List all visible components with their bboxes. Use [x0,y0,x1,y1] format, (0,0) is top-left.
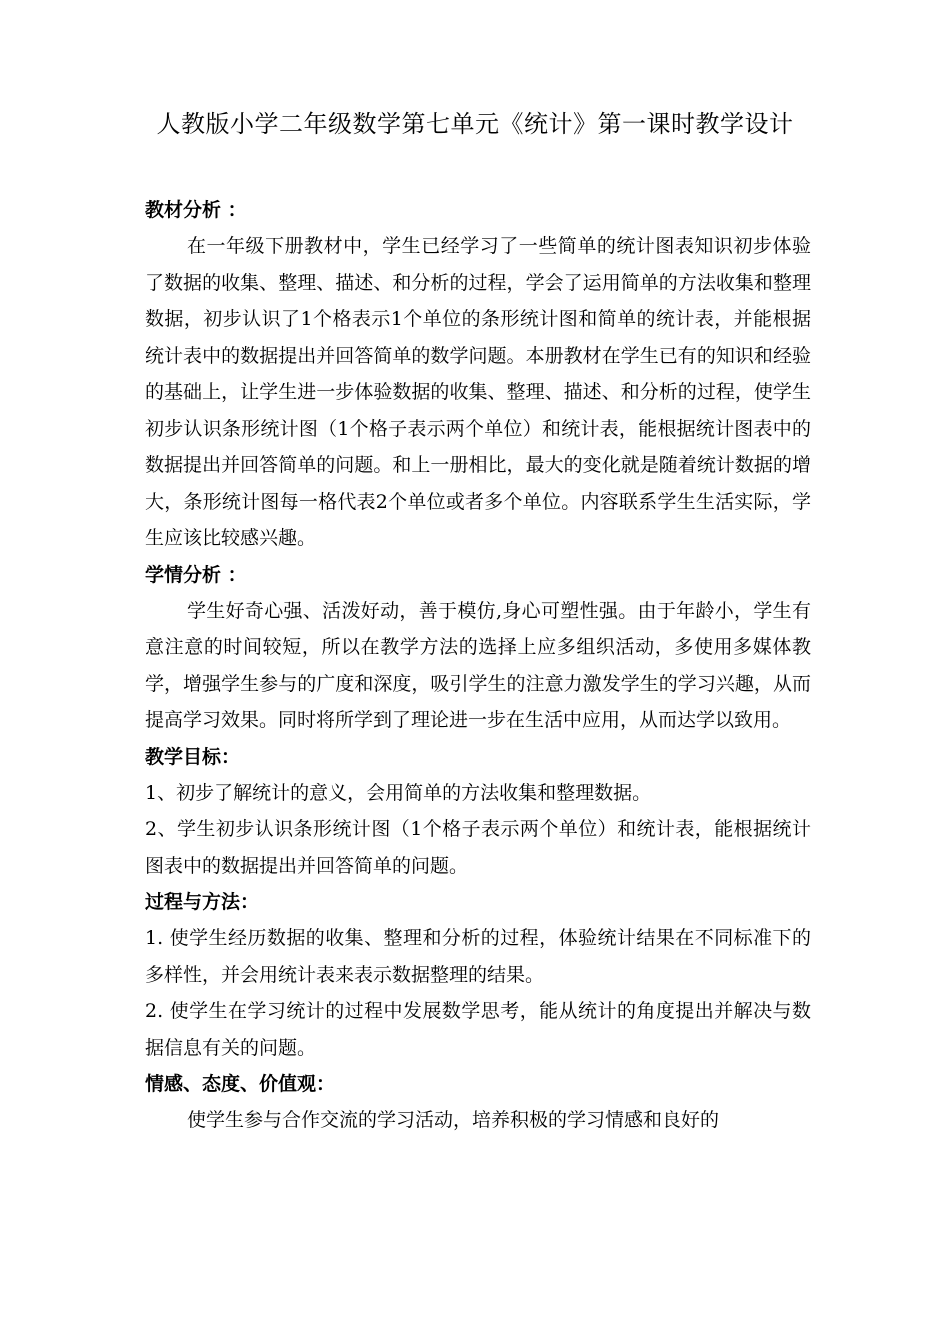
material-analysis-paragraph: 在一年级下册教材中，学生已经学习了一些简单的统计图表知识初步体验了数据的收集、整理、描述、和分析的过程，学会了运用简单的方法收集和整理数据，初步认识了1个格表示1个单位的条形统计图和简单的统计表，并能根据统计表中的数据提出并回答简单的数学问题。本册教材在学生已有的知识和经验的基础上，让学生进一步体验数据的收集、整理、描述、和分析的过程，使学生初步认识条形统计图（1个格子表示两个单位）和统计表，能根据统计图表中的数据提出并回答简单的问题。和上一册相比，最大的变化就是随着统计数据的增大，条形统计图每一格代表2个单位或者多个单位。内容联系学生生活实际，学生应该比较感兴趣。 [145,235,811,549]
section-heading-material: 教材分析 ： [145,199,247,221]
goal-item-1: 1、初步了解统计的意义，会用简单的方法收集和整理数据。 [145,781,652,804]
goal-item-2: 2、学生初步认识条形统计图（1个格子表示两个单位）和统计表，能根据统计图表中的数据提出并回答简单的问题。 [145,818,811,877]
section-heading-students: 学情分析 ： [145,563,247,586]
document-title: 人教版小学二年级数学第七单元《统计》第一课时教学设计 [156,110,794,138]
document-body [145,192,811,1139]
process-item-2: 2. 使学生在学习统计的过程中发展数学思考，能从统计的角度提出并解决与数据信息有关的问题。 [145,1000,811,1059]
section-heading-process: 过程与方法： [145,891,260,913]
values-paragraph: 使学生参与合作交流的学习活动，培养积极的学习情感和良好的 [187,1109,720,1131]
section-heading-goals: 教学目标： [145,745,241,768]
student-analysis-paragraph: 学生好奇心强、活泼好动，善于模仿,身心可塑性强。由于年龄小，学生有意注意的时间较短，所以在教学方法的选择上应多组织活动，多使用多媒体教学，增强学生参与的广度和深度，吸引学生的注意力激发学生的学习兴趣，从而提高学习效果。同时将所学到了理论进一步在生活中应用，从而达学以致用。 [145,599,811,731]
section-heading-values: 情感、态度、价值观： [145,1073,336,1095]
process-item-1: 1. 使学生经历数据的收集、整理和分析的过程，体验统计结果在不同标准下的多样性，并会用统计表来表示数据整理的结果。 [145,927,811,986]
